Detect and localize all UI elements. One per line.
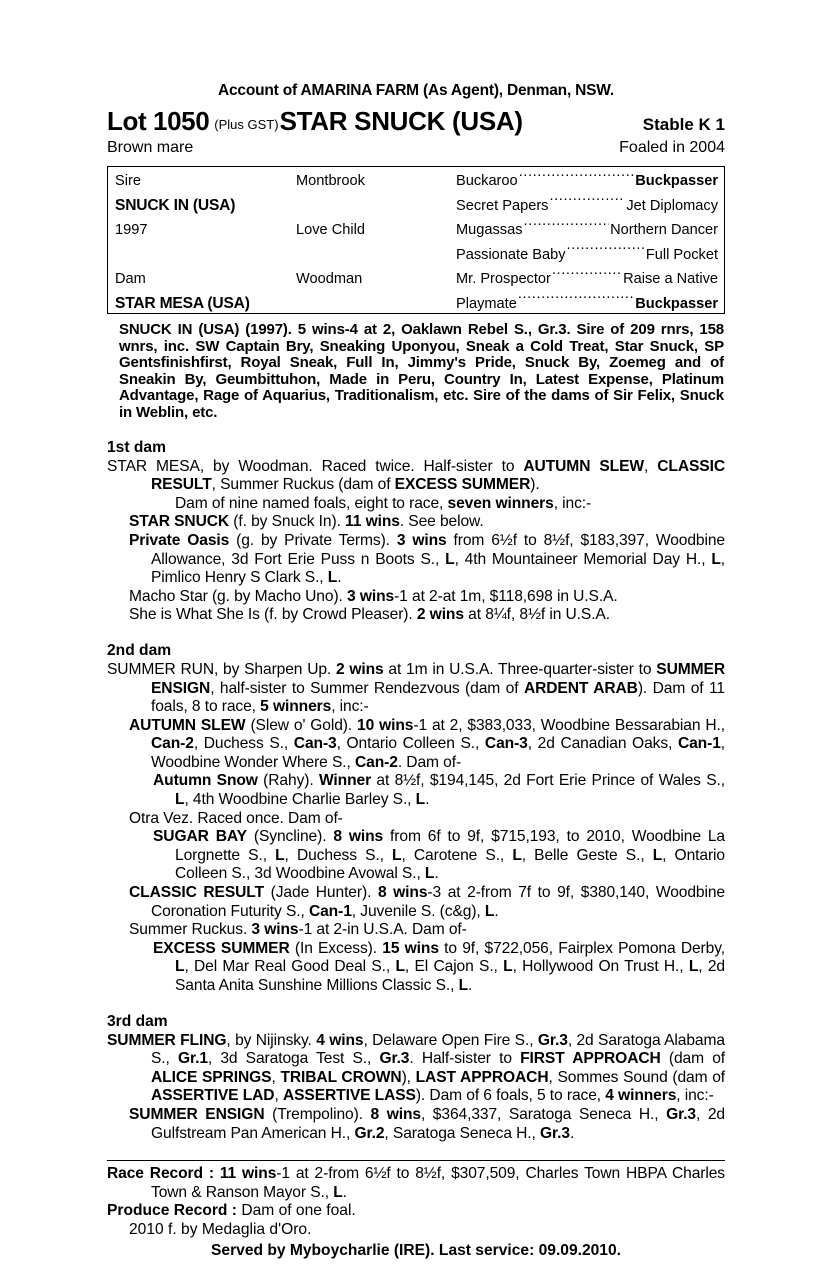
dot-leader [552, 268, 622, 283]
pedigree-cell-generation1: SNUCK IN (USA) [115, 196, 236, 214]
pedigree-cell-generation1: Dam [115, 271, 146, 287]
pedigree-ancestor-right: Raise a Native [623, 271, 718, 287]
pedigree-ancestor-right: Jet Diplomacy [626, 197, 718, 214]
pedigree-entry: She is What She Is (f. by Crowd Pleaser). 2 wins at 8¼f, 8½f in U.S.A. [129, 606, 610, 624]
pedigree-ancestor-left: Buckaroo [456, 173, 518, 189]
pedigree-entry: EXCESS SUMMER (In Excess). 15 wins to 9f, $722,056, Fairplex Pomona Derby, L, Del Mar Real Good Deal S., L, El Cajon S., L, Hollywood On Trust H., L, 2d Santa Anita Sunshine Millions Classic S., L. [153, 939, 725, 994]
dam-block [107, 1032, 725, 1144]
pedigree-cell-generation1: STAR MESA (USA) [115, 294, 250, 312]
gst-note: (Plus GST) [214, 117, 279, 132]
pedigree-row [108, 292, 724, 315]
pedigree-entry: STAR SNUCK (f. by Snuck In). 11 wins. See below. [129, 513, 484, 531]
pedigree-entry: SUGAR BAY (Syncline). 8 wins from 6f to 9f, $715,193, to 2010, Woodbine La Lorgnette S., L, Duchess S., L, Carotene S., L, Belle Geste S., L, Ontario Colleen S., 3d Woodbine Avowal S., L. [153, 828, 725, 883]
dam-block [107, 458, 725, 625]
pedigree-ancestor-left: Mugassas [456, 222, 523, 238]
pedigree-entry: SUMMER RUN, by Sharpen Up. 2 wins at 1m in U.S.A. Three-quarter-sister to SUMMER ENSIGN, half-sister to Summer Rendezvous (dam of ARDENT ARAB). Dam of 11 foals, 8 to race, 5 winners, inc:- [107, 660, 725, 716]
title-row [107, 106, 725, 137]
pedigree-cell-generation1: Sire [115, 173, 141, 189]
account-line: Account of AMARINA FARM (As Agent), Denman, NSW. [218, 82, 614, 99]
pedigree-ancestor-right: Buckpasser [635, 173, 718, 189]
horse-name: STAR SNUCK (USA) [279, 106, 523, 136]
lot-number: Lot 1050 [107, 106, 210, 136]
footer-divider [107, 1160, 725, 1161]
pedigree-cell-generation3 [456, 194, 718, 219]
pedigree-cell-generation3 [456, 267, 718, 292]
pedigree-ancestor-left: Mr. Prospector [456, 271, 551, 287]
pedigree-entry: SUMMER FLING, by Nijinsky. 4 wins, Delaware Open Fire S., Gr.3, 2d Saratoga Alabama S., Gr.1, 3d Saratoga Test S., Gr.3. Half-sister to FIRST APPROACH (dam of ALICE SPRINGS, TRIBAL CROWN), LAST APPROACH, Sommes Sound (dam of ASSERTIVE LAD, ASSERTIVE LASS). Dam of 6 foals, 5 to race, 4 winners, inc:- [107, 1031, 726, 1105]
pedigree-row [108, 267, 724, 292]
pedigree-ancestor-left: Playmate [456, 295, 517, 312]
pedigree-cell-generation1: 1997 [115, 222, 148, 238]
pedigree-ancestor-left: Secret Papers [456, 197, 549, 214]
dot-leader [518, 293, 634, 308]
pedigree-ancestor-left: Passionate Baby [456, 246, 566, 263]
pedigree-cell-generation2: Woodman [296, 271, 363, 287]
colour-sex: Brown mare [107, 139, 194, 156]
foaled-year: Foaled in 2004 [619, 139, 725, 156]
sire-paragraph: SNUCK IN (USA) (1997). 5 wins-4 at 2, Oaklawn Rebel S., Gr.3. Sire of 209 rnrs, 158 wnrs, inc. SW Captain Bry, Sneaking Uponyou, Sneak a Cold Treat, Star Snuck, SP Gentsfinishfirst, Royal Sneak, Full In, Jimmy's Pride, Snuck By, Zoemeg and of Sneakin By, Geumbittuhon, Made in Peru, Country In, Latest Expense, Platinum Advantage, Rage of Aquarius, Traditionalism, etc. Sire of the dams of Sir Felix, Snuck in Weblin, etc. [119, 321, 724, 421]
race-record: Race Record : 11 wins-1 at 2-from 6½f to 8½f, $307,509, Charles Town HBPA Charles Town & Ranson Mayor S., L. [107, 1165, 725, 1201]
dam-heading: 2nd dam [107, 641, 172, 659]
pedigree-row [108, 243, 724, 268]
pedigree-entry: Dam of nine named foals, eight to race, seven winners, inc:- [175, 494, 592, 512]
pedigree-row [108, 218, 724, 243]
pedigree-ancestor-right: Full Pocket [645, 246, 718, 263]
served-line: Served by Myboycharlie (IRE). Last service: 09.09.2010. [211, 1241, 621, 1259]
pedigree-entry: STAR MESA, by Woodman. Raced twice. Half-sister to AUTUMN SLEW, CLASSIC RESULT, Summer Ruckus (dam of EXCESS SUMMER). [107, 457, 725, 494]
pedigree-entry: Private Oasis (g. by Private Terms). 3 wins from 6½f to 8½f, $183,397, Woodbine Allowance, 3d Fort Erie Puss n Boots S., L, 4th Mountaineer Memorial Day H., L, Pimlico Henry S Clark S., L. [129, 531, 725, 587]
dam-block [107, 661, 725, 996]
pedigree-cell-generation3 [456, 169, 718, 194]
pedigree-cell-generation2: Montbrook [296, 173, 365, 189]
dot-leader [524, 219, 610, 234]
pedigree-cell-generation2: Love Child [296, 222, 365, 238]
dot-leader [549, 195, 625, 210]
dam-heading: 1st dam [107, 438, 166, 456]
pedigree-entry: AUTUMN SLEW (Slew o' Gold). 10 wins-1 at 2, $383,033, Woodbine Bessarabian H., Can-2, Duchess S., Can-3, Ontario Colleen S., Can-3, 2d Canadian Oaks, Can-1, Woodbine Wonder Where S., Can-2. Dam of- [129, 716, 726, 771]
dot-leader [519, 170, 635, 185]
stable-label: Stable K 1 [642, 115, 725, 134]
pedigree-entry: CLASSIC RESULT (Jade Hunter). 8 wins-3 at 2-from 7f to 9f, $380,140, Woodbine Coronation Futurity S., Can-1, Juvenile S. (c&g), L. [129, 884, 726, 920]
pedigree-entry: Macho Star (g. by Macho Uno). 3 wins-1 at 2-at 1m, $118,698 in U.S.A. [129, 587, 618, 605]
pedigree-ancestor-right: Northern Dancer [610, 222, 718, 238]
dam-sections [107, 439, 725, 1144]
dam-heading: 3rd dam [107, 1012, 168, 1030]
subtitle-row [107, 139, 725, 157]
pedigree-entry: SUMMER ENSIGN (Trempolino). 8 wins, $364,337, Saratoga Seneca H., Gr.3, 2d Gulfstream Pan American H., Gr.2, Saratoga Seneca H., Gr.3. [129, 1105, 725, 1142]
pedigree-ancestor-right: Buckpasser [635, 295, 718, 312]
pedigree-row [108, 194, 724, 219]
pedigree-table [107, 166, 725, 314]
pedigree-entry: Summer Ruckus. 3 wins-1 at 2-in U.S.A. Dam of- [129, 921, 467, 939]
pedigree-entry: Otra Vez. Raced once. Dam of- [129, 809, 343, 827]
pedigree-cell-generation3 [456, 292, 718, 315]
pedigree-row [108, 169, 724, 194]
dot-leader [567, 244, 645, 259]
page-content [107, 0, 725, 1260]
foal-line: 2010 f. by Medaglia d'Oro. [129, 1220, 312, 1238]
pedigree-cell-generation3 [456, 243, 718, 268]
pedigree-cell-generation3 [456, 218, 718, 243]
pedigree-entry: Autumn Snow (Rahy). Winner at 8½f, $194,145, 2d Fort Erie Prince of Wales S., L, 4th Woodbine Charlie Barley S., L. [153, 772, 725, 809]
title-left-group [107, 106, 523, 137]
produce-record: Produce Record : Dam of one foal. [107, 1202, 356, 1220]
